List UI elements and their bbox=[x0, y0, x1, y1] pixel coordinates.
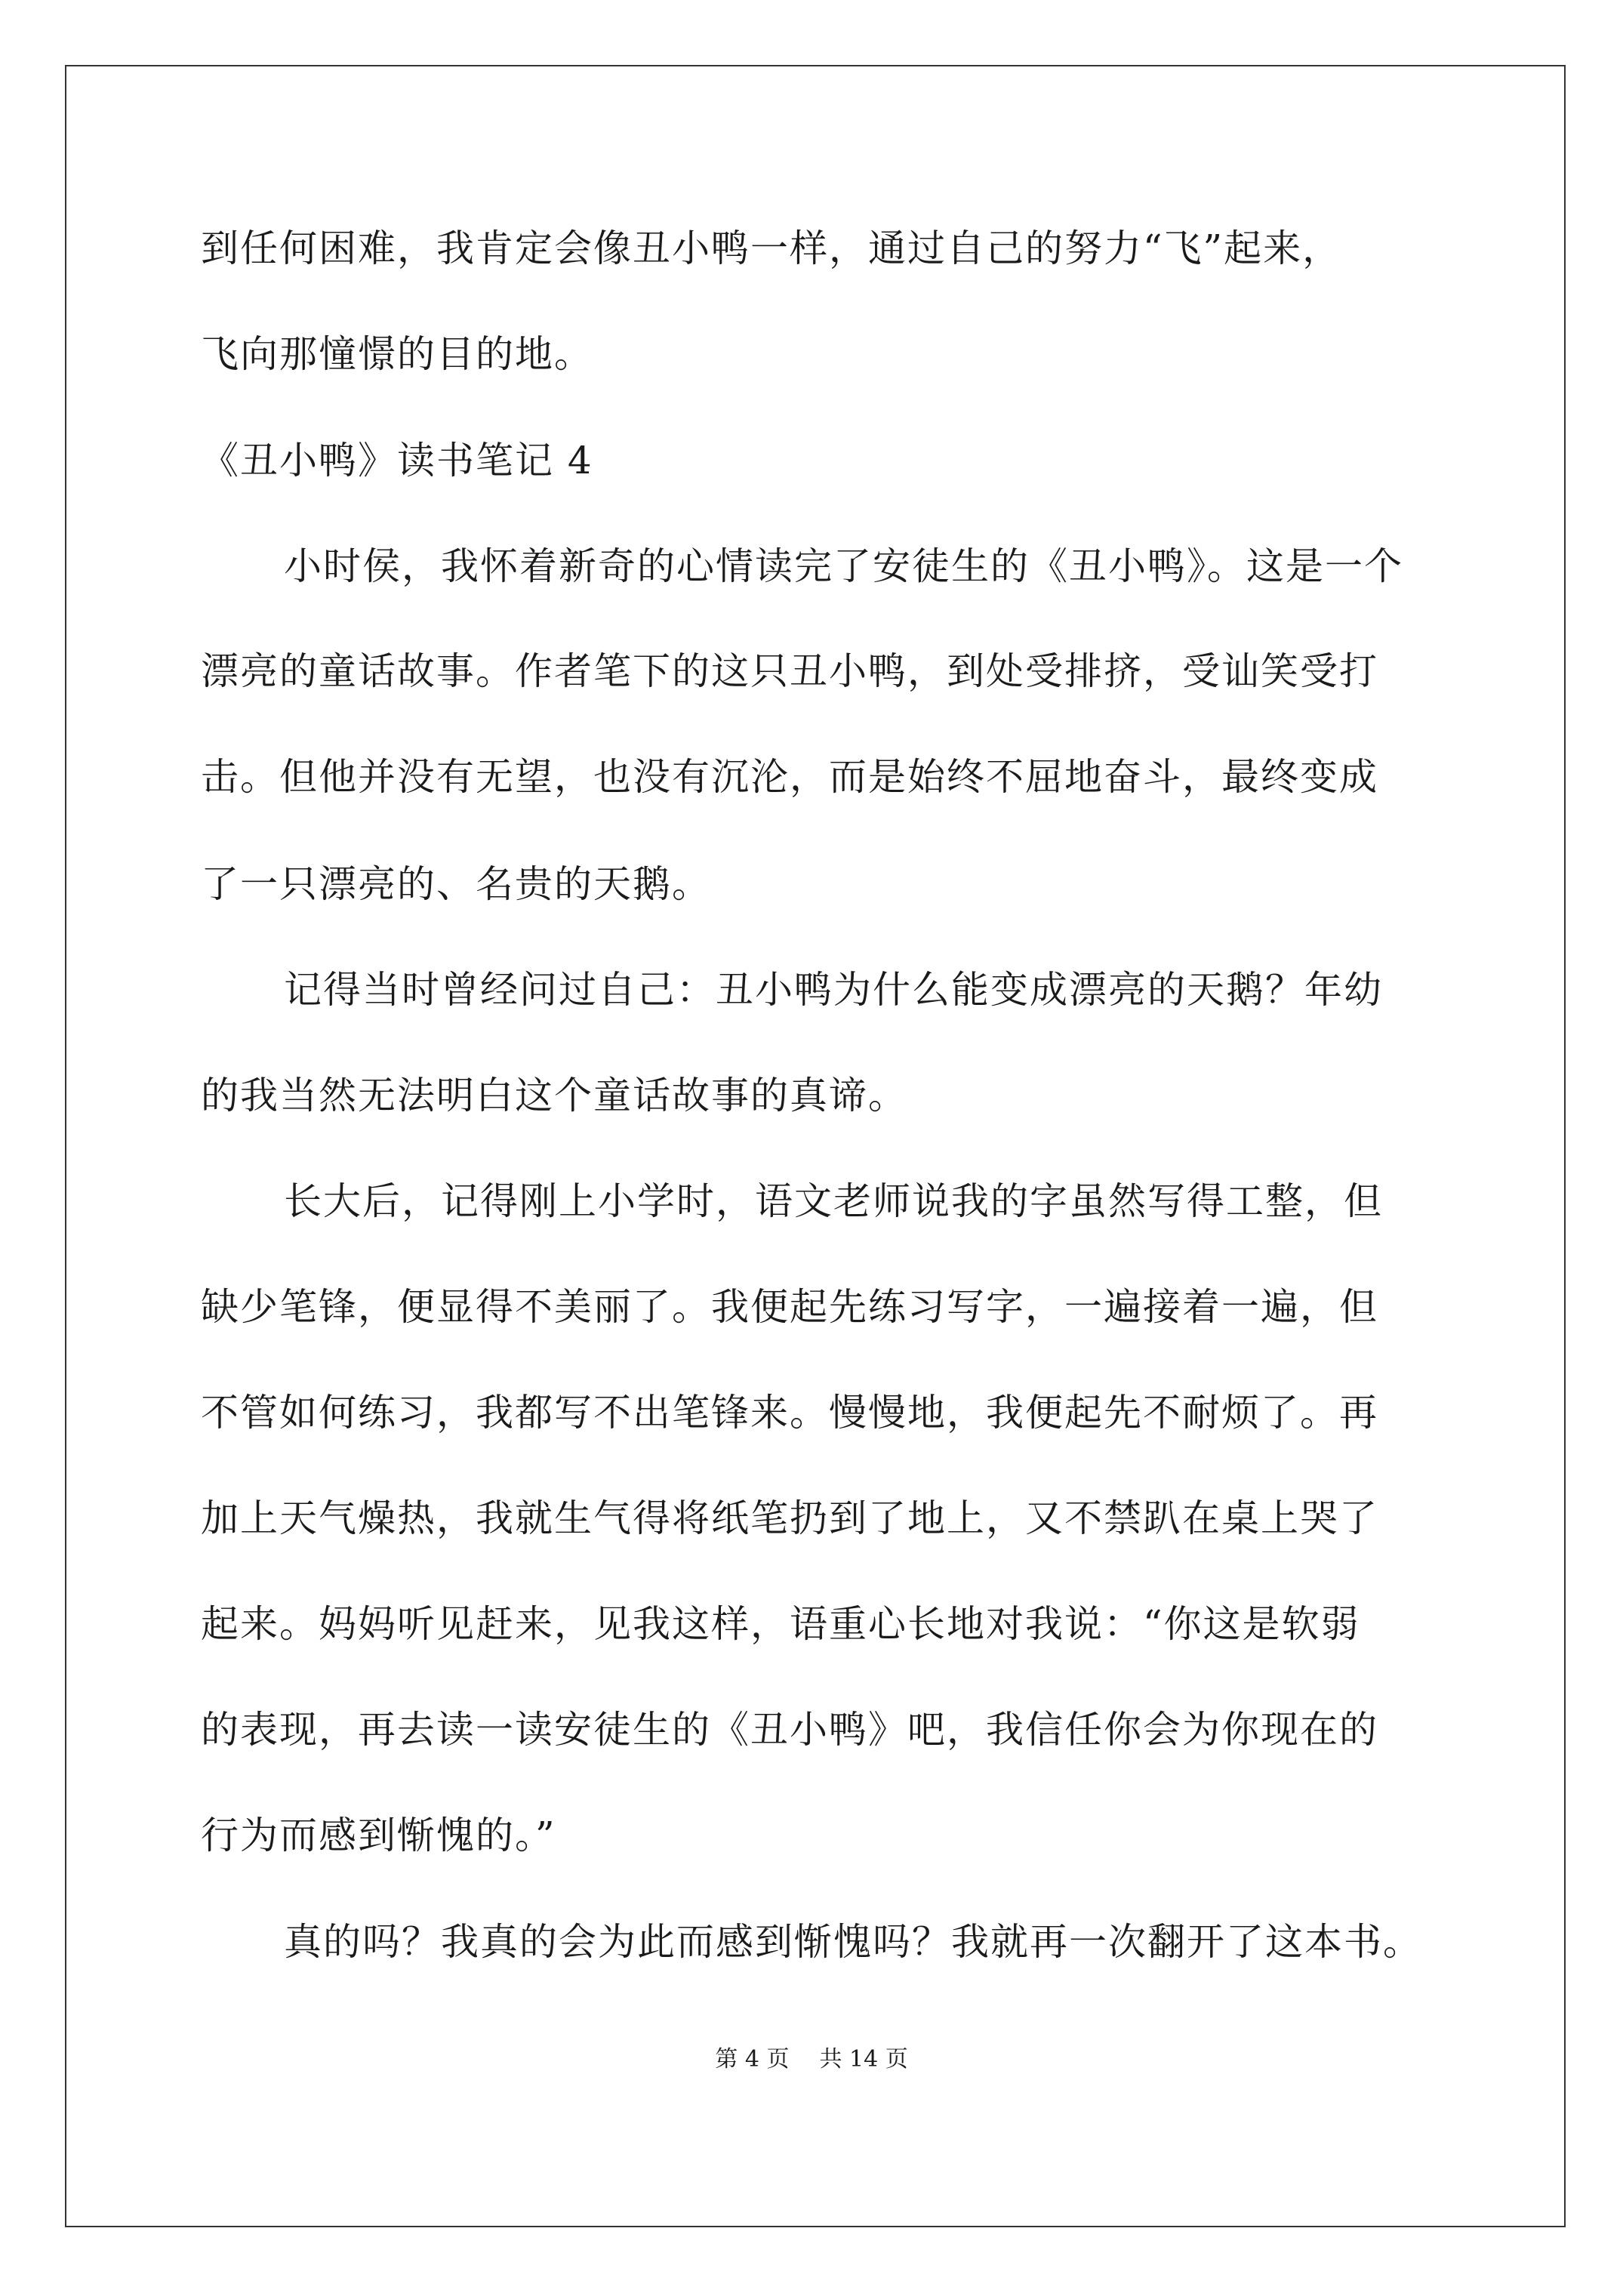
text-line: 长大后，记得刚上小学时，语文老师说我的字虽然写得工整，但 bbox=[284, 1179, 1383, 1223]
page-number: 第 4 页 bbox=[715, 2046, 790, 2073]
text-line: 击。但他并没有无望，也没有沉沦，而是始终不屈地奋斗，最终变成 bbox=[201, 755, 1378, 799]
text-line: 行为而感到惭愧的。” bbox=[201, 1814, 556, 1857]
text-line: 起来。妈妈听见赶来，见我这样，语重心长地对我说：“你这是软弱 bbox=[201, 1602, 1360, 1646]
text-line: 真的吗？我真的会为此而感到惭愧吗？我就再一次翻开了这本书。 bbox=[284, 1920, 1422, 1964]
section-heading: 《丑小鸭》读书笔记 4 bbox=[201, 439, 593, 482]
text-line: 了一只漂亮的、名贵的天鹅。 bbox=[201, 862, 711, 906]
text-line: 不管如何练习，我都写不出笔锋来。慢慢地，我便起先不耐烦了。再 bbox=[201, 1391, 1378, 1435]
text-line: 缺少笔锋，便显得不美丽了。我便起先练习写字，一遍接着一遍，但 bbox=[201, 1285, 1378, 1329]
text-line: 记得当时曾经问过自己：丑小鸭为什么能变成漂亮的天鹅？年幼 bbox=[284, 968, 1383, 1012]
page-footer bbox=[0, 2045, 1623, 2075]
text-line: 漂亮的童话故事。作者笔下的这只丑小鸭，到处受排挤，受讪笑受打 bbox=[201, 649, 1378, 693]
text-line: 小时侯，我怀着新奇的心情读完了安徒生的《丑小鸭》。这是一个 bbox=[284, 544, 1403, 588]
text-line: 飞向那憧憬的目的地。 bbox=[201, 332, 593, 376]
page-total: 共 14 页 bbox=[819, 2046, 908, 2073]
text-line: 到任何困难，我肯定会像丑小鸭一样，通过自己的努力“飞”起来， bbox=[201, 227, 1342, 270]
text-line: 的表现，再去读一读安徒生的《丑小鸭》吧，我信任你会为你现在的 bbox=[201, 1708, 1378, 1752]
page-frame bbox=[65, 65, 1566, 2227]
text-line: 的我当然无法明白这个童话故事的真谛。 bbox=[201, 1074, 907, 1117]
text-line: 加上天气燥热，我就生气得将纸笔扔到了地上，又不禁趴在桌上哭了 bbox=[201, 1496, 1378, 1540]
